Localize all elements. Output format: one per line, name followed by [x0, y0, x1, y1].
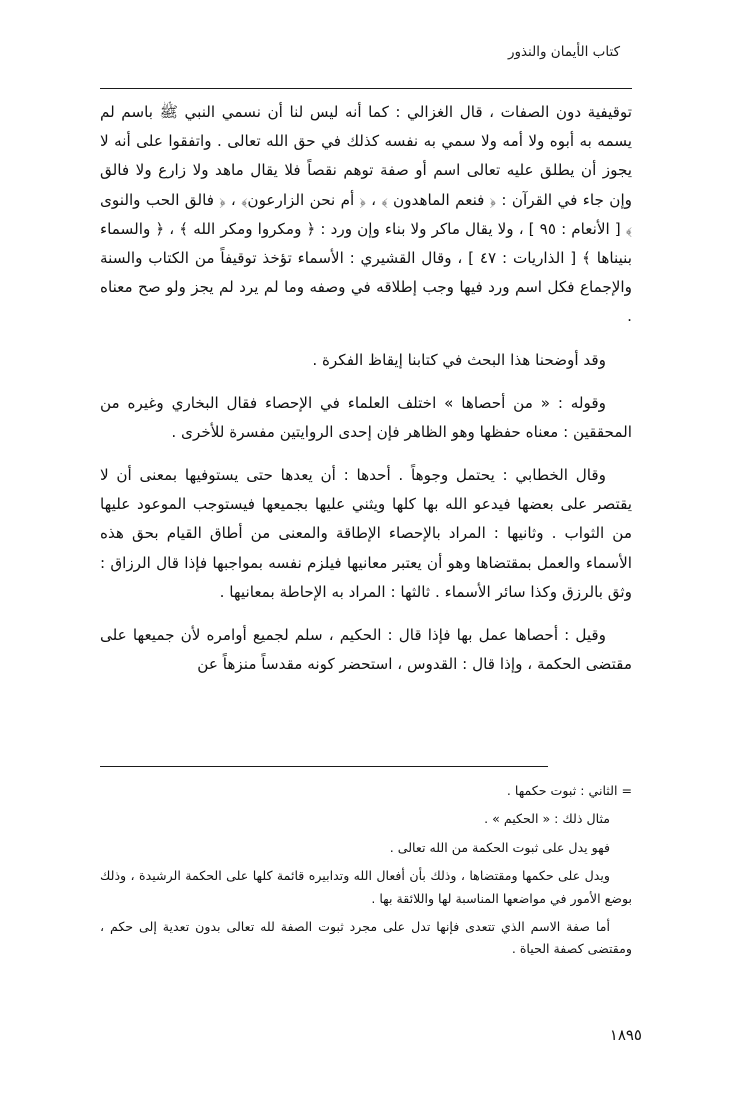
paragraph-5: وقيل : أحصاها عمل بها فإذا قال : الحكيم ، سلم لجميع أوامره لأن جميعها على مقتضى الحكمة ، وإذا قال : القدوس ، استحضر كونه مقدساً منزهاً عن — [100, 626, 632, 674]
paragraph-3: وقوله : « من أحصاها » اختلف العلماء في الإحصاء فقال البخاري وغيره من المحققين : معناه حفظها وهو الظاهر فإن إحدى الروايتين مفسرة للأخرى . — [100, 393, 632, 441]
footnote-divider-rule — [100, 766, 548, 767]
footnote-line-2: مثال ذلك : « الحكيم » . — [484, 811, 610, 827]
header-divider-rule — [100, 88, 632, 89]
footnote-line-1: = الثاني : ثبوت حكمها . — [506, 783, 632, 798]
footnote-line-3: فهو يدل على ثبوت الحكمة من الله تعالى . — [389, 839, 610, 855]
footnote-area — [100, 780, 632, 967]
footnote-line-4: ويدل على حكمها ومقتضاها ، وذلك بأن أفعال الله وتدابيره قائمة كلها على الحكمة الرشيدة ، وذلك بوضع الأمور في مواضعها المناسبة لها واللائقة بها . — [100, 868, 632, 906]
body-text-area — [100, 98, 632, 681]
paragraph-2: وقد أوضحنا هذا البحث في كتابنا إيقاظ الفكرة . — [312, 350, 606, 369]
page-number: ١٨٩٥ — [609, 1026, 642, 1044]
footnote-line-5: أما صفة الاسم الذي تتعدى فإنها تدل على مجرد ثبوت الصفة لله تعالى بدون تعدية إلى حكم ، ومقتضى كصفة الحياة . — [100, 919, 632, 957]
page-header: كتاب الأيمان والنذور — [507, 44, 620, 60]
paragraph-4: وقال الخطابي : يحتمل وجوهاً . أحدها : أن يعدها حتى يستوفيها بمعنى أن لا يقتصر على بعضها فيدعو الله بها كلها ويثني عليها بجميعها فيستوجب الموعود عليها من الثواب . وثانيها : المراد بالإحصاء الإطاقة والمعنى من أطاق القيام بحق هذه الأسماء والعمل بمقتضاها وهو أن يعتبر معانيها فيلزم نفسه بمواجبها فإذا قال الرزاق : وثق بالرزق وكذا سائر الأسماء . ثالثها : المراد به الإحاطة بمعانيها . — [100, 466, 632, 601]
paragraph-1: توقيفية دون الصفات ، قال الغزالي : كما أنه ليس لنا أن نسمي النبي ﷺ باسم لم يسمه به أبوه ولا أمه ولا سمي به نفسه كذلك في حق الله تعالى . واتفقوا على أنه لا يجوز أن يطلق عليه تعالى اسم أو صفة توهم نقصاً فلا يقال ماهد ولا زارع ولا فالق وإن جاء في القرآن : ﴿ فنعم الماهدون ﴾ ، ﴿ أم نحن الزارعون﴾ ، ﴿ فالق الحب والنوى ﴾ [ الأنعام : ٩٥ ] ، ولا يقال ماكر ولا بناء وإن ورد : ﴿ ومكروا ومكر الله ﴾ ، ﴿ والسماء بنيناها ﴾ [ الذاريات : ٤٧ ] ، وقال القشيري : الأسماء تؤخذ توقيفاً من الكتاب والسنة والإجماع فكل اسم ورد فيها وجب إطلاقه في وصفه وما لم يرد لم يجز ولو صح معناه . — [100, 103, 633, 326]
